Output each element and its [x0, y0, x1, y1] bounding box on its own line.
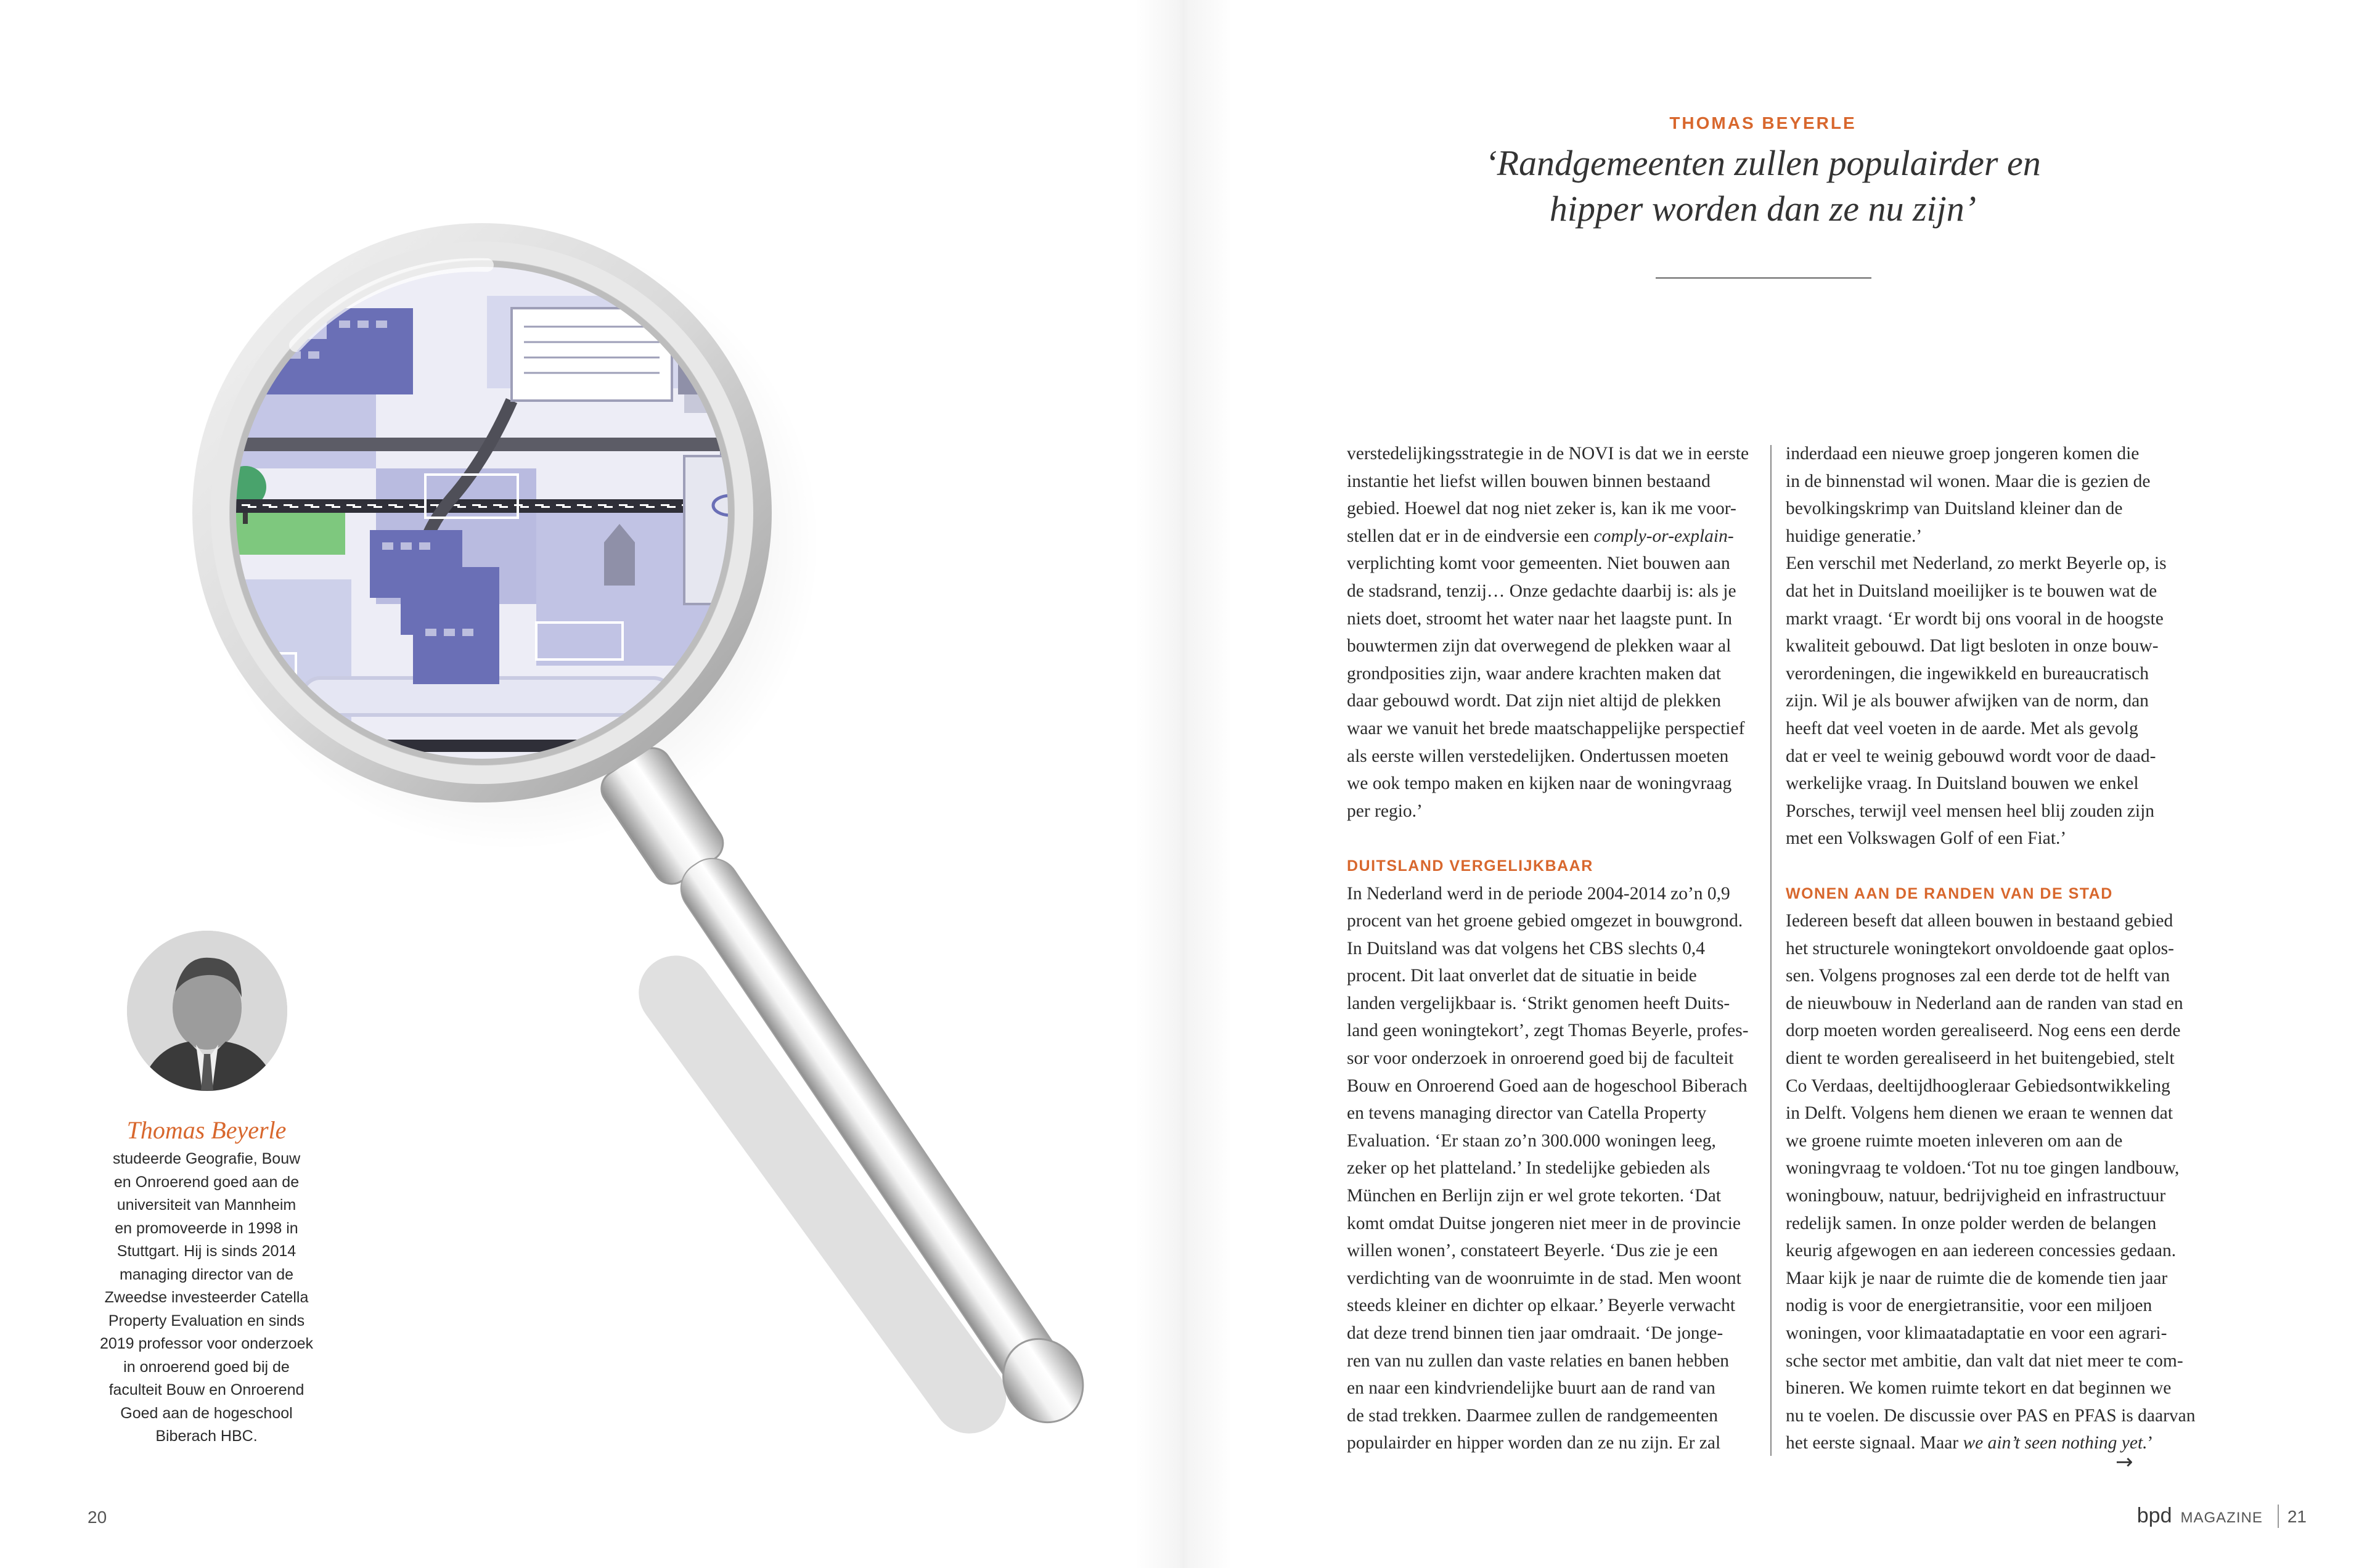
- body-line: in Delft. Volgens hem dienen we eraan te wennen dat: [1786, 1103, 2173, 1124]
- body-line: per regio.’: [1347, 801, 1423, 821]
- bio-line: en promoveerde in 1998 in: [115, 1219, 298, 1237]
- body-line: verordeningen, die ingewikkeld en bureaucratisch: [1786, 663, 2149, 684]
- body-line: landen vergelijkbaar is. ‘Strikt genomen heeft Duits-: [1347, 993, 1730, 1013]
- bio-text: [86, 1148, 327, 1448]
- body-line: Iedereen beseft dat alleen bouwen in bestaand gebied: [1786, 911, 2173, 931]
- continue-arrow-icon: →: [2116, 1450, 2133, 1474]
- portrait-image: [127, 931, 287, 1091]
- magnifier-handle: [594, 741, 1091, 1438]
- brand-logo: bpd: [2136, 1504, 2172, 1527]
- body-line: we groene ruimte moeten inleveren om aan de: [1786, 1130, 2123, 1151]
- paragraph-gap: [1347, 825, 1766, 852]
- body-line: Co Verdaas, deeltijdhoogleraar Gebiedsontwikkeling: [1786, 1076, 2170, 1096]
- body-line: instantie het liefst willen bouwen binnen bestaand: [1347, 471, 1711, 491]
- article-column-1: [1347, 440, 1766, 1457]
- body-line: in de binnenstad wil wonen. Maar die is gezien de: [1786, 471, 2151, 491]
- body-line: land geen woningtekort’, zegt Thomas Beyerle, profes-: [1347, 1021, 1749, 1041]
- body-line: bineren. We komen ruimte tekort en dat beginnen we: [1786, 1378, 2172, 1399]
- body-line-start: stellen dat er in de eindversie een: [1347, 526, 1594, 546]
- bio-line: en Onroerend goed aan de: [113, 1173, 300, 1191]
- headline-line: ‘Randgemeenten zullen populairder en: [1485, 143, 2041, 183]
- body-line: en tevens managing director van Catella Property: [1347, 1103, 1707, 1124]
- body-line: dat het in Duitsland moeilijker is te bouwen wat de: [1786, 581, 2157, 601]
- page-gutter: [1134, 0, 1233, 1568]
- body-line: de nieuwbouw in Nederland aan de randen van stad en: [1786, 993, 2183, 1013]
- body-line: In Duitsland was dat volgens het CBS slechts 0,4: [1347, 938, 1705, 958]
- column-divider: [1770, 445, 1772, 1456]
- body-line: als eerste willen verstedelijken. Ondertussen moeten: [1347, 746, 1729, 766]
- body-line: niets doet, stroomt het water naar het laagste punt. In: [1347, 608, 1733, 629]
- body-line: [1786, 1429, 2211, 1457]
- headline-line: hipper worden dan ze nu zijn’: [1549, 189, 1977, 229]
- bio-line: studeerde Geografie, Bouw: [112, 1150, 301, 1167]
- body-line: ren van nu zullen dan vaste relaties en banen hebben: [1347, 1350, 1730, 1371]
- italic-term: comply-or-explain-: [1593, 526, 1734, 546]
- body-line: dient te worden gerealiseerd in het buitengebied, stelt: [1786, 1048, 2175, 1069]
- page-number-left: 20: [88, 1508, 107, 1527]
- headline-rule: [1656, 277, 1871, 279]
- body-line: het structurele woningtekort onvoldoende gaat oplos-: [1786, 938, 2174, 958]
- body-line: populairder en hipper worden dan ze nu zijn. Er zal: [1347, 1433, 1721, 1453]
- bio-line: faculteit Bouw en Onroerend: [108, 1381, 305, 1399]
- body-line: keurig afgewogen en aan iedereen concessies gedaan.: [1786, 1241, 2177, 1261]
- body-line: de stad trekken. Daarmee zullen de randgemeenten: [1347, 1405, 1718, 1426]
- bio-line: Goed aan de hogeschool: [120, 1404, 293, 1422]
- body-line: sche sector met ambitie, dan valt dat niet meer te com-: [1786, 1350, 2183, 1371]
- body-line: verdichting van de woonruimte in de stad. Men woont: [1347, 1268, 1741, 1288]
- bio-line: 2019 professor voor onderzoek: [99, 1335, 314, 1352]
- body-line: woningen, voor klimaatadaptatie en voor een agrari-: [1786, 1323, 2167, 1343]
- body-line: inderdaad een nieuwe groep jongeren komen die: [1786, 444, 2140, 463]
- bio-line: in onroerend goed bij de: [123, 1358, 290, 1376]
- body-line: redelijk samen. In onze polder werden de belangen: [1786, 1213, 2157, 1233]
- body-line: werkelijke vraag. In Duitsland bouwen we enkel: [1786, 774, 2139, 794]
- body-line: nu te voelen. De discussie over PAS en PFAS is daarvan: [1786, 1405, 2196, 1426]
- bio-line: Zweedse investeerder Catella: [104, 1289, 309, 1306]
- body-line: nodig is voor de energietransitie, voor een miljoen: [1786, 1296, 2152, 1316]
- body-line: gebied. Hoewel dat nog niet zeker is, kan ik me voor-: [1347, 499, 1736, 519]
- body-line: met een Volkswagen Golf of een Fiat.’: [1786, 828, 2067, 849]
- body-line: huidige generatie.’: [1786, 526, 1923, 546]
- body-line: procent. Dit laat onverlet dat de situatie in beide: [1347, 966, 1697, 986]
- bio-line: universiteit van Mannheim: [117, 1196, 296, 1214]
- body-line-start: het eerste signaal. Maar: [1786, 1433, 1963, 1453]
- section-subhead: WONEN AAN DE RANDEN VAN DE STAD: [1786, 884, 2113, 902]
- body-line: sen. Volgens prognoses zal een derde tot de helft van: [1786, 966, 2170, 986]
- body-line: bouwtermen zijn dat overwegend de plekken waar al: [1347, 636, 1731, 656]
- bio-line: Biberach HBC.: [155, 1427, 258, 1445]
- body-line: dat deze trend binnen tien jaar omdraait. ‘De jonge-: [1347, 1323, 1723, 1343]
- body-line: zijn. Wil je als bouwer afwijken van de norm, dan: [1786, 691, 2149, 711]
- body-line: grondposities zijn, waar andere krachten maken dat: [1347, 663, 1721, 684]
- body-line: procent van het groene gebied omgezet in bouwgrond.: [1347, 911, 1743, 931]
- article-headline: [1418, 141, 2108, 232]
- body-line: [1347, 523, 1766, 550]
- article-column-2: [1786, 440, 2211, 1457]
- section-subhead: DUITSLAND VERGELIJKBAAR: [1347, 857, 1593, 875]
- body-line: en naar een kindvriendelijke buurt aan de rand van: [1347, 1378, 1715, 1399]
- article-kicker: THOMAS BEYERLE: [1669, 113, 1857, 133]
- body-line: woningbouw, natuur, bedrijvigheid en infrastructuur: [1786, 1186, 2166, 1206]
- body-line: dorp moeten worden gerealiseerd. Nog eens een derde: [1786, 1021, 2181, 1041]
- body-line: München en Berlijn zijn er wel grote tekorten. ‘Dat: [1347, 1186, 1721, 1206]
- body-line: bevolkingskrimp van Duitsland kleiner dan de: [1786, 499, 2123, 519]
- body-line: zeker op het platteland.’ In stedelijke gebieden als: [1347, 1158, 1711, 1178]
- bio-line: Stuttgart. Hij is sinds 2014: [117, 1243, 296, 1260]
- italic-term: we ain’t seen nothing yet.: [1963, 1433, 2148, 1453]
- body-line: willen wonen’, constateert Beyerle. ‘Dus zie je een: [1347, 1241, 1719, 1261]
- body-line: dat er veel te weinig gebouwd wordt voor de daad-: [1786, 746, 2156, 766]
- body-line: woningvraag te voldoen.‘Tot nu toe gingen landbouw,: [1786, 1158, 2180, 1178]
- body-line: de stadsrand, tenzij… Onze gedachte daarbij is: als je: [1347, 581, 1736, 601]
- footer-separator: [2278, 1505, 2279, 1528]
- bio-line: Property Evaluation en sinds: [108, 1312, 305, 1329]
- body-line: komt omdat Duitse jongeren niet meer in de provincie: [1347, 1213, 1741, 1233]
- paragraph-gap: [1786, 852, 2211, 880]
- body-line: verplichting komt voor gemeenten. Niet bouwen aan: [1347, 553, 1730, 574]
- body-line: we ook tempo maken en kijken naar de woningvraag: [1347, 774, 1732, 794]
- body-line: Maar kijk je naar de ruimte die de komende tien jaar: [1786, 1268, 2168, 1288]
- body-line: daar gebouwd wordt. Dat zijn niet altijd de plekken: [1347, 691, 1722, 711]
- body-line: Porsches, terwijl veel mensen heel blij zouden zijn: [1786, 801, 2155, 821]
- body-line: heeft dat veel voeten in de aarde. Met als gevolg: [1786, 718, 2138, 738]
- body-line: verstedelijkingsstrategie in de NOVI is dat we in eerste: [1347, 444, 1749, 463]
- page-number-right: 21: [2287, 1507, 2307, 1526]
- magazine-label: MAGAZINE: [2180, 1509, 2263, 1526]
- portrait-photo: [127, 931, 287, 1091]
- body-line: kwaliteit gebouwd. Dat ligt besloten in onze bouw-: [1786, 636, 2159, 656]
- body-line: Bouw en Onroerend Goed aan de hogeschool Biberach: [1347, 1076, 1748, 1096]
- body-line: waar we vanuit het brede maatschappelijke perspectief: [1347, 718, 1745, 738]
- body-line: markt vraagt. ‘Er wordt bij ons vooral in de hoogste: [1786, 608, 2164, 629]
- body-line: sor voor onderzoek in onroerend goed bij de faculteit: [1347, 1048, 1734, 1069]
- bio-name: Thomas Beyerle: [126, 1116, 287, 1144]
- bio-line: managing director van de: [119, 1265, 294, 1283]
- closing-quote: ’: [2147, 1433, 2154, 1453]
- footer-right: [2137, 1504, 2307, 1528]
- body-line: Evaluation. ‘Er staan zo’n 300.000 woningen leeg,: [1347, 1130, 1716, 1151]
- body-line: Een verschil met Nederland, zo merkt Beyerle op, is: [1786, 553, 2167, 574]
- body-line: In Nederland werd in de periode 2004-2014 zo’n 0,9: [1347, 883, 1730, 904]
- body-line: steeds kleiner en dichter op elkaar.’ Beyerle verwacht: [1347, 1296, 1736, 1316]
